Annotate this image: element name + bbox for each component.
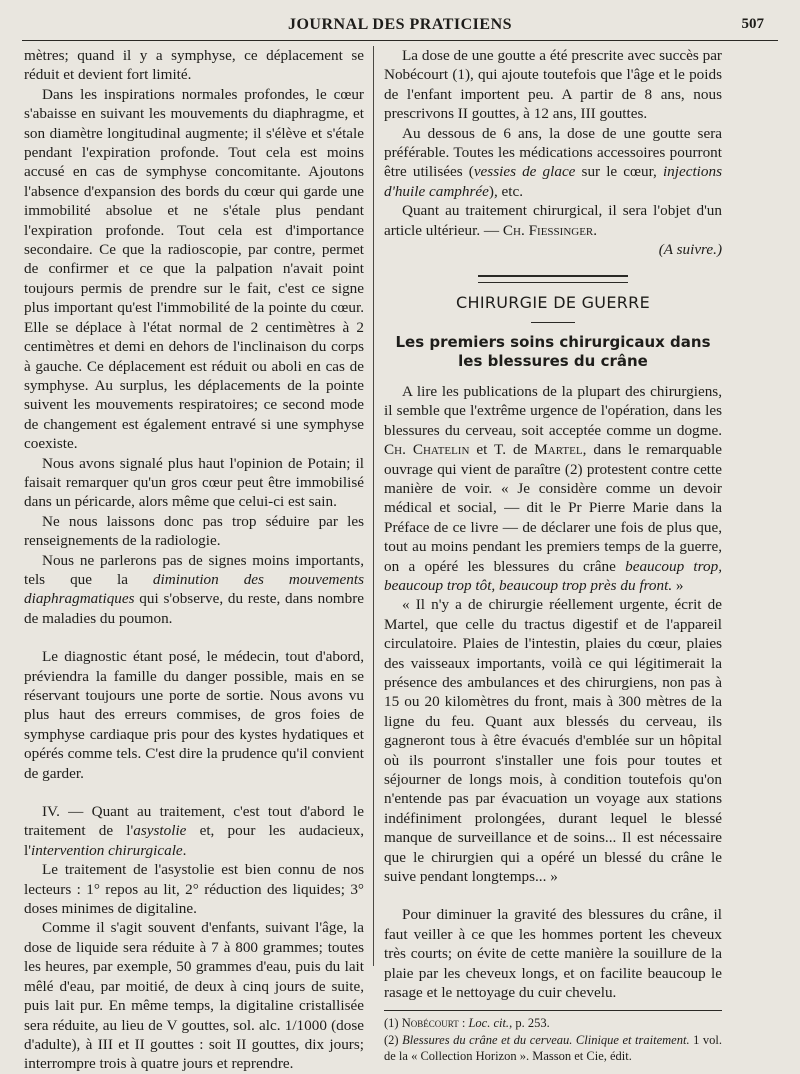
italic-text: intervention chirurgicale <box>30 841 183 859</box>
author-name: Martel <box>534 441 583 459</box>
paragraph: Dans les inspirations normales profondes, le cœur s'abaisse en suivant les mouvements du diaphragme, et son diamètre longitudinal augmente; il s'élève et s'étale pendant l'expiration profonde. Tout cela est moins accusé en cas de symphyse concomitante. Ajoutons l'absence d'expansion des bords du cœur qui garde une immobilité absolue et ne s'étale plus pendant l'expiration profonde. Tout cela est d'importance secondaire. Ce que la radioscopie, par contre, permet de confirmer et ce que la palpation n'avait point toujours permis de prendre sur le fait, c'est ce signe plus important qu'est l'immobilité de la pointe du cœur. Elle se déplace à l'état normal de 2 centimètres à 2 centimètres et demi en dehors de l'inclinaison du corps à gauche. Ce déplacement est réduit ou aboli en cas de symphyse. Au surplus, les déplacements de la pointe suivent les mouvements respiratoires; ce second mode de changement est également entravé si une symphyse coexiste. <box>24 85 364 453</box>
author-name: Ch. Chatelin <box>384 441 470 459</box>
text-run: qui s'observe, du reste, dans nombre de maladies du poumon. <box>24 590 364 627</box>
paragraph: mètres; quand il y a symphyse, ce déplacement se réduit et devient fort limité. <box>24 47 364 84</box>
text-run: et T. de <box>469 441 535 459</box>
text-run: A lire les publications de la plupart des chirurgiens, il semble que l'extrême urgence de l'opération, dans les blessures du cerveau, soit acceptée comme un dogme. <box>384 382 722 439</box>
author-name: Nobécourt <box>401 1016 459 1031</box>
text-run: Au dessous de 6 ans, la dose de une goutte sera préférable. Toutes les médications accessoires pourront être utilisées ( <box>384 124 722 181</box>
text-run: » <box>672 576 684 594</box>
author-name: Ch. Fiessinger <box>502 221 594 239</box>
italic-text: vessies de glace <box>473 163 576 181</box>
to-be-continued <box>384 240 722 259</box>
paragraph <box>384 201 722 240</box>
text-run: . <box>593 221 598 239</box>
text-run: ), etc. <box>488 182 524 200</box>
italic-text: injections d'huile camphrée <box>384 163 723 200</box>
running-head <box>22 8 778 41</box>
paragraph: Le diagnostic étant posé, le médecin, tout d'abord, préviendra la famille du danger possible, mais en se réservant toujours une porte de sortie. Nous avons vu plus haut des erreurs commises, de gros foies de symphyse cardiaque pris pour des kystes hydatiques et opérés comme tels. C'est dire la prudence qu'il convient de garder. <box>24 648 364 782</box>
italic-text: beaucoup trop, beaucoup trop tôt, beaucoup trop près du front. <box>384 557 722 594</box>
italic-text: asystolie <box>133 822 187 840</box>
journal-title: JOURNAL DES PRATICIENS <box>287 16 513 33</box>
text-run: , p. 253. <box>509 1016 550 1031</box>
paragraph: La dose de une goutte a été prescrite avec succès par Nobécourt (1), qui ajoute toutefois que l'âge et le poids de l'enfant importent peu. A partir de 8 ans, nous prescrivons II gouttes, à 12 ans, III gouttes. <box>384 47 722 123</box>
paragraph <box>24 551 364 629</box>
footnote <box>384 1032 722 1064</box>
text-run: et, pour les audacieux, l' <box>24 822 364 859</box>
article-title: Les premiers soins chirurgicaux dans les blessures du crâne <box>395 332 711 370</box>
section-divider <box>478 275 628 283</box>
text-run: . <box>182 841 187 859</box>
text-run: Nous ne parlerons pas de signes moins importants, tels que la <box>24 551 364 588</box>
paragraph: Ne nous laissons donc pas trop séduire par les renseignements de la radiologie. <box>24 512 364 550</box>
paragraph: Comme il s'agit souvent d'enfants, suivant l'âge, la dose de liquide sera réduite à 7 à 800 grammes; toutes les heures, par exemple, 50 grammes d'eau, puis du lait mêlé d'eau, par moitié, de deux à cinq jours de suite, puis lait pur. En même temps, la digitaline cristallisée sera réduite, au lieu de V gouttes, sol. alc. 1/1000 (dose d'adulte), à III et II gouttes : soit II gouttes, dix jours; interrompre trois à quatre jours et reprendre. <box>24 919 364 1073</box>
text-run: IV. — Quant au traitement, c'est tout d'abord le traitement de l' <box>24 803 364 840</box>
text-run: (1) <box>384 1016 402 1031</box>
paragraph: Nous avons signalé plus haut l'opinion de Potain; il faisait remarquer qu'un gros cœur peut être immobilisé dans un péricarde, alors même que celui-ci est sain. <box>24 454 364 511</box>
italic-text: Loc. cit. <box>468 1016 510 1031</box>
text-run: , dans le remarquable ouvrage qui vient de paraître (2) protestent contre cette manière de voir. « Je considère comme un devoir médical et social, — dit le Pr Pierre Marie dans la Préface de ce livre — de déclarer une fois de plus que, tout au moins pendant les premiers temps de la guerre, on a opéré les blessures du crâne <box>384 441 723 575</box>
right-column <box>384 46 722 1065</box>
title-rule <box>531 322 575 323</box>
paragraph <box>24 802 364 860</box>
paragraph: Le traitement de l'asystolie est bien connu de nos lecteurs : 1° repos au lit, 2° réduction des liquides; 3° doses minimes de digitaline. <box>24 861 364 918</box>
text-run: (2) <box>384 1033 403 1048</box>
section-title: CHIRURGIE DE GUERRE <box>456 293 650 313</box>
footnote-rule <box>384 1010 722 1011</box>
footnotes <box>384 1015 722 1064</box>
page-number: 507 <box>741 16 764 32</box>
paragraph <box>384 124 722 202</box>
footnote <box>384 1015 722 1031</box>
paragraph: Pour diminuer la gravité des blessures du crâne, il faut veiller à ce que les hommes portent les cheveux très courts; on évite de cette manière la souillure de la plaie par les cheveux longs, et on facilite beaucoup le rasage et le nettoyage du cuir chevelu. <box>384 906 722 1002</box>
italic-text: Blessures du crâne et du cerveau. Clinique et traitement. <box>402 1033 690 1048</box>
text-run: : <box>458 1016 469 1031</box>
italic-text: (A suivre.) <box>658 241 722 259</box>
column-divider <box>373 46 374 966</box>
text-run: Quant au traitement chirurgical, il sera l'objet d'un article ultérieur. — <box>384 202 722 239</box>
paragraph: « Il n'y a de chirurgie réellement urgente, écrit de Martel, que celle du tractus digestif et de l'appareil circulatoire. Plaies de l'intestin, plaies du cœur, plaies des vaisseaux importants, voilà ce qui légitimerait la présence des ambulances et des chirurgiens, non pas à 15 ou 20 kilomètres du front, mais à 300 mètres de la ligne du feu. Quant aux blessés du cerveau, ils gagneront tous à être évacués d'emblée sur un hôpital où ils pourront s'installer une fois pour toutes et séjourner de longs mois, à condition toutefois qu'on n'entende pas par évacuation un voyage aux stations indéfiniment prolongées, durant lequel le blessé manque de surveillance et de soins... Il est nécessaire que le chirurgien qui a opéré un blessé du crâne le suive pendant longtemps... » <box>384 596 722 886</box>
italic-text: diminution des mouvements diaphragmatiques <box>24 570 364 608</box>
left-column <box>24 46 364 1074</box>
text-run: sur le cœur, <box>575 163 663 181</box>
text-run: 1 vol. de la « Collection Horizon ». Masson et Cie, édit. <box>384 1033 722 1064</box>
paragraph <box>384 382 722 595</box>
